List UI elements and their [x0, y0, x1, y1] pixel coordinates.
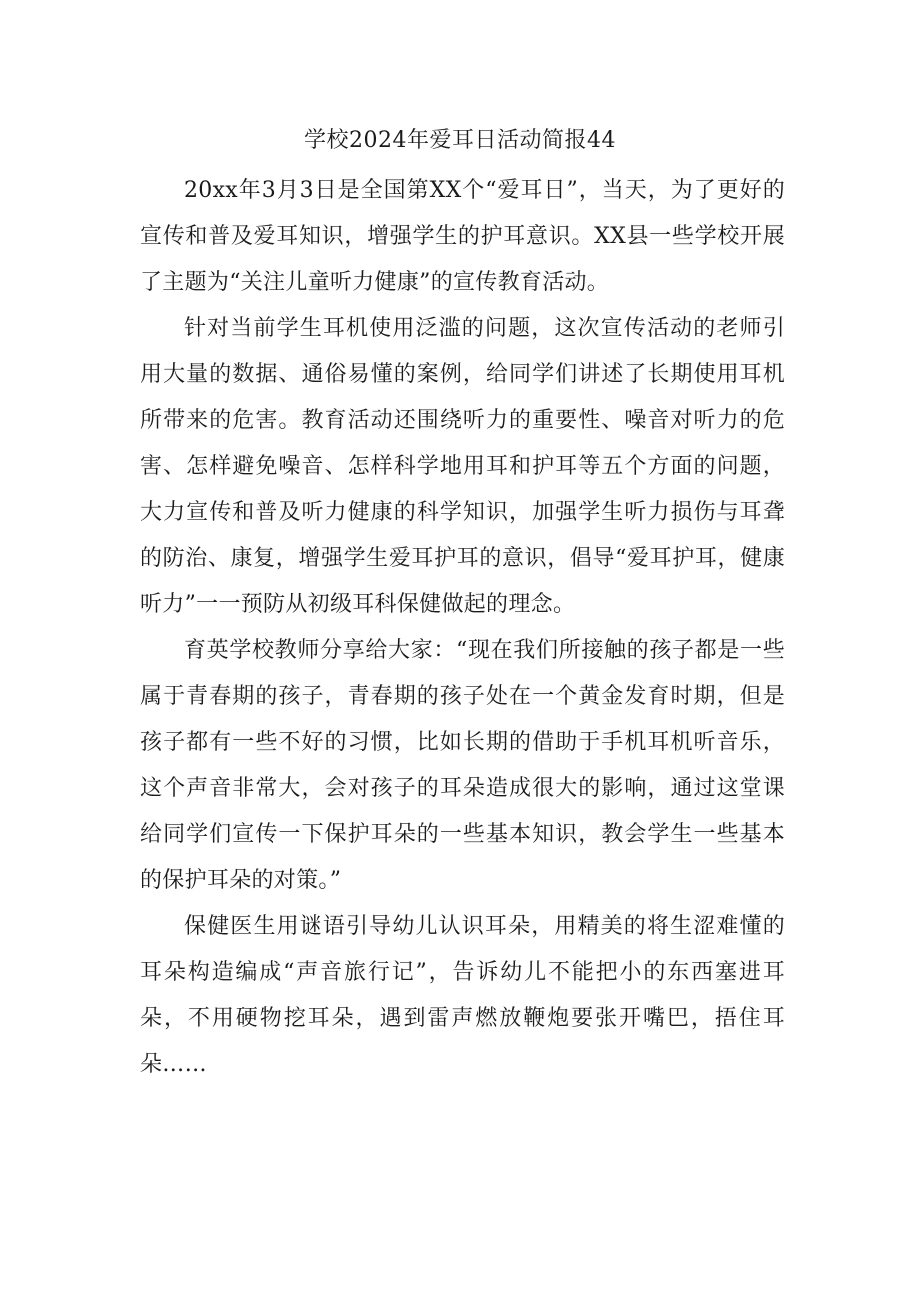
paragraph-3: 育英学校教师分享给大家：“现在我们所接触的孩子都是一些属于青春期的孩子，青春期的孩子处在一个黄金发育时期，但是孩子都有一些不好的习惯，比如长期的借助于手机耳机听音乐，这个声音非常大，会对孩子的耳朵造成很大的影响，通过这堂课给同学们宣传一下保护耳朵的一些基本知识，教会学生一些基本的保护耳朵的对策。”: [140, 638, 785, 893]
document-body: [140, 168, 785, 1088]
paragraph-1: 20xx年3月3日是全国第XX个“爱耳日”，当天，为了更好的宣传和普及爱耳知识，增强学生的护耳意识。XX县一些学校开展了主题为“关注儿童听力健康”的宣传教育活动。: [140, 178, 785, 295]
paragraph-2: 针对当前学生耳机使用泛滥的问题，这次宣传活动的老师引用大量的数据、通俗易懂的案例，给同学们讲述了长期使用耳机所带来的危害。教育活动还围绕听力的重要性、噪音对听力的危害、怎样避免噪音、怎样科学地用耳和护耳等五个方面的问题，大力宣传和普及听力健康的科学知识，加强学生听力损伤与耳聋的防治、康复，增强学生爱耳护耳的意识，倡导“爱耳护耳，健康听力”一一预防从初级耳科保健做起的理念。: [140, 316, 785, 617]
document-title: 学校2024年爱耳日活动简报44: [304, 128, 616, 153]
paragraph-4: 保健医生用谜语引导幼儿认识耳朵，用精美的将生涩难懂的耳朵构造编成“声音旅行记”，告诉幼儿不能把小的东西塞进耳朵，不用硬物挖耳朵，遇到雷声燃放鞭炮要张开嘴巴，捂住耳朵……: [140, 914, 785, 1077]
